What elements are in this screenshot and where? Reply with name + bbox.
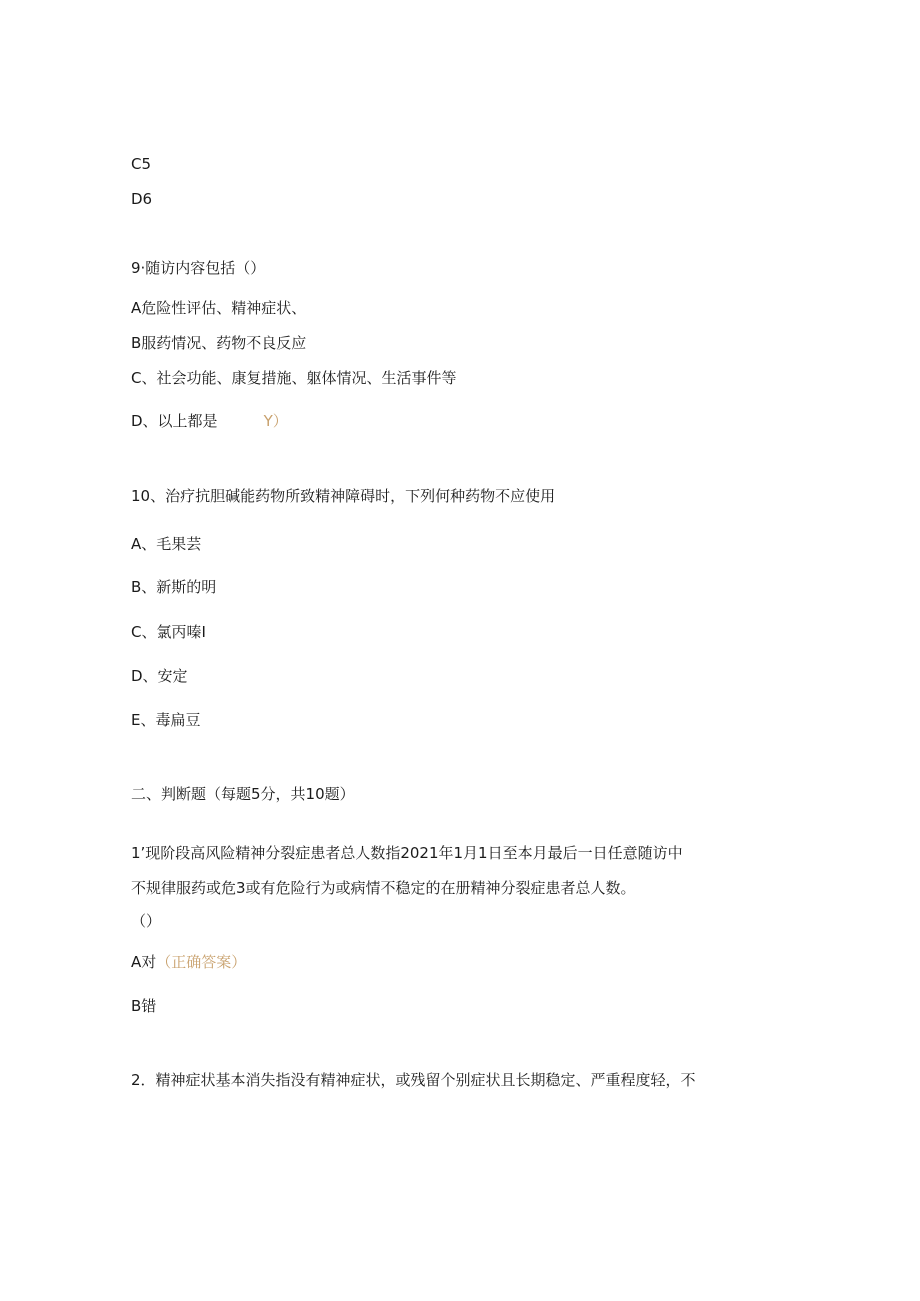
q10-option-b: B、新斯的明 <box>131 578 217 596</box>
tf1-option-a-text: A对 <box>131 953 157 971</box>
tf1-option-a <box>131 952 246 972</box>
tf2-stem-line1: 2．精神症状基本消失指没有精神症状，或残留个别症状且长期稳定、严重程度轻，不 <box>131 1071 696 1089</box>
tf1-stem-line2: 不规律服药或危3或有危险行为或病情不稳定的在册精神分裂症患者总人数。 <box>131 879 636 897</box>
q9-answer-mark: Y） <box>263 412 288 430</box>
q9-option-a: A危险性评估、精神症状、 <box>131 299 307 317</box>
q9-option-c: C、社会功能、康复措施、躯体情况、生活事件等 <box>131 369 457 387</box>
q9-option-b: B服药情况、药物不良反应 <box>131 334 307 352</box>
q8-option-d: D6 <box>131 190 153 208</box>
q10-option-c: C、氯丙嗪I <box>131 623 206 641</box>
q10-option-a: A、毛果芸 <box>131 535 202 553</box>
q10-stem: 10、治疗抗胆碱能药物所致精神障碍时，下列何种药物不应使用 <box>131 487 556 505</box>
q10-option-d: D、安定 <box>131 667 188 685</box>
q10-option-e: E、毒扁豆 <box>131 711 201 729</box>
section2-heading: 二、判断题（每题5分，共10题） <box>131 785 355 803</box>
tf1-answer-note: （正确答案） <box>156 953 247 971</box>
q8-option-c: C5 <box>131 155 152 173</box>
q9-option-d-text: D、以上都是 <box>131 412 218 430</box>
q9-option-d <box>131 411 288 431</box>
tf1-blank: （） <box>131 912 162 930</box>
tf1-stem-line1: 1’现阶段高风险精神分裂症患者总人数指2021年1月1日至本月最后一日任意随访中 <box>131 844 683 862</box>
q9-stem: 9·随访内容包括（） <box>131 259 266 277</box>
tf1-option-b: B错 <box>131 997 157 1015</box>
